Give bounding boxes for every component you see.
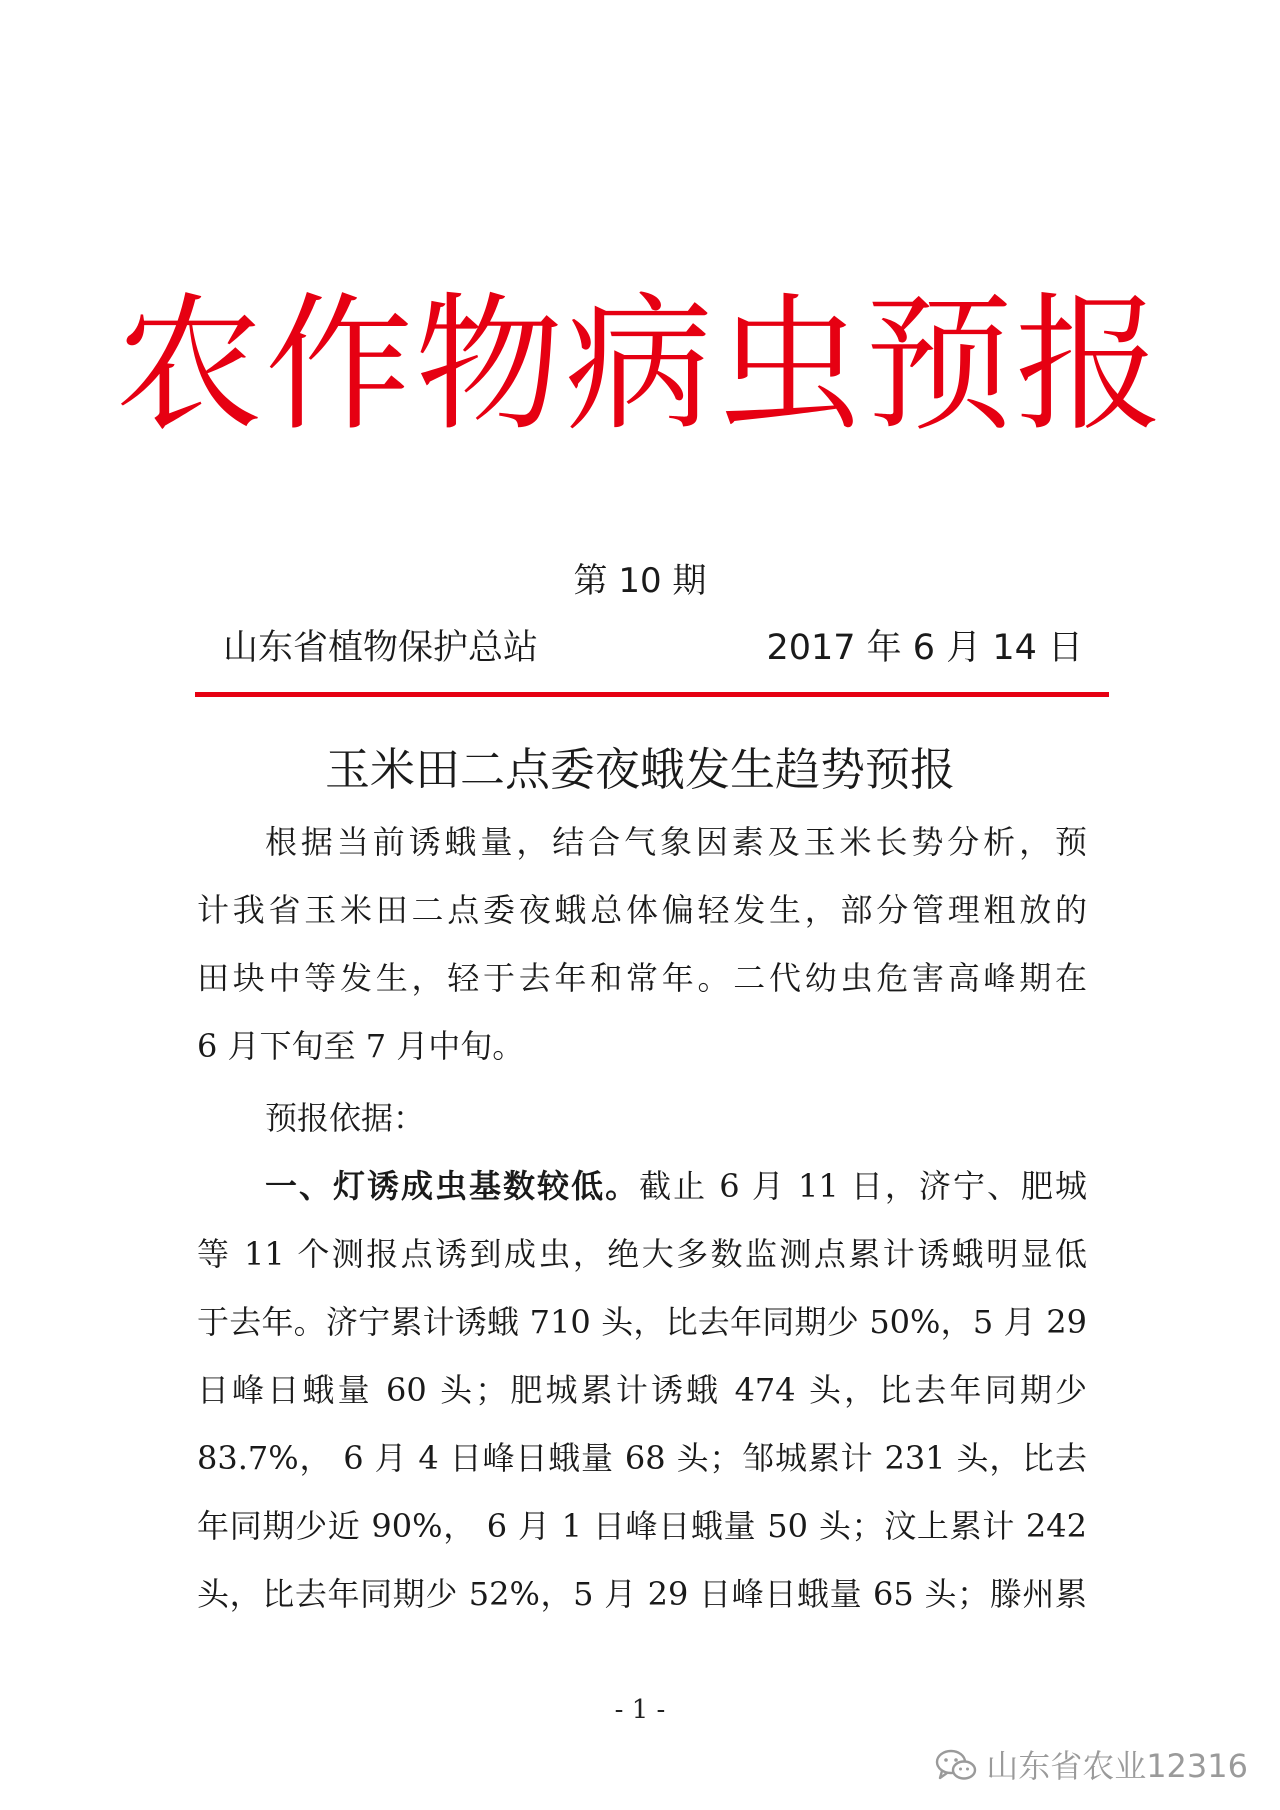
section1-first-line-text: 截止 6 月 11 日，济宁、肥城 <box>639 1167 1087 1205</box>
intro-line: 根据当前诱蛾量，结合气象因素及玉米长势分析，预 <box>265 823 1087 861</box>
issuer-row <box>223 620 1083 676</box>
watermark <box>934 1742 1248 1790</box>
page-number: - 1 - <box>614 1695 666 1725</box>
body-line: 日峰日蛾量 60 头；肥城累计诱蛾 474 头，比去年同期少 <box>197 1371 1087 1409</box>
body-line: 83.7%， 6 月 4 日峰日蛾量 68 头；邹城累计 231 头，比去 <box>197 1439 1087 1477</box>
issue-number: 第 10 期 <box>573 561 707 601</box>
article-title: 玉米田二点委夜蛾发生趋势预报 <box>324 743 955 796</box>
intro-line: 田块中等发生，轻于去年和常年。二代幼虫危害高峰期在 <box>197 959 1087 997</box>
body-line: 头，比去年同期少 52%，5 月 29 日峰日蛾量 65 头；滕州累 <box>197 1575 1087 1613</box>
issuer-organization: 山东省植物保护总站 <box>223 628 539 668</box>
body-line: 年同期少近 90%， 6 月 1 日峰日蛾量 50 头；汶上累计 242 <box>197 1507 1087 1545</box>
section1-heading: 一、灯诱成虫基数较低。 <box>265 1167 640 1205</box>
wechat-icon <box>934 1748 978 1784</box>
body-line: 等 11 个测报点诱到成虫，绝大多数监测点累计诱蛾明显低 <box>197 1235 1087 1273</box>
document-title: 农作物病虫预报 <box>115 279 1165 451</box>
watermark-text: 山东省农业12316 <box>986 1747 1248 1785</box>
section1-first-line <box>265 1164 1087 1208</box>
red-divider <box>195 692 1109 697</box>
intro-line: 计我省玉米田二点委夜蛾总体偏轻发生，部分管理粗放的 <box>197 891 1087 929</box>
body-line: 于去年。济宁累计诱蛾 710 头，比去年同期少 50%，5 月 29 <box>197 1303 1087 1341</box>
basis-label: 预报依据： <box>265 1099 426 1137</box>
intro-line: 6 月下旬至 7 月中旬。 <box>197 1027 525 1065</box>
issue-date: 2017 年 6 月 14 日 <box>766 628 1083 668</box>
